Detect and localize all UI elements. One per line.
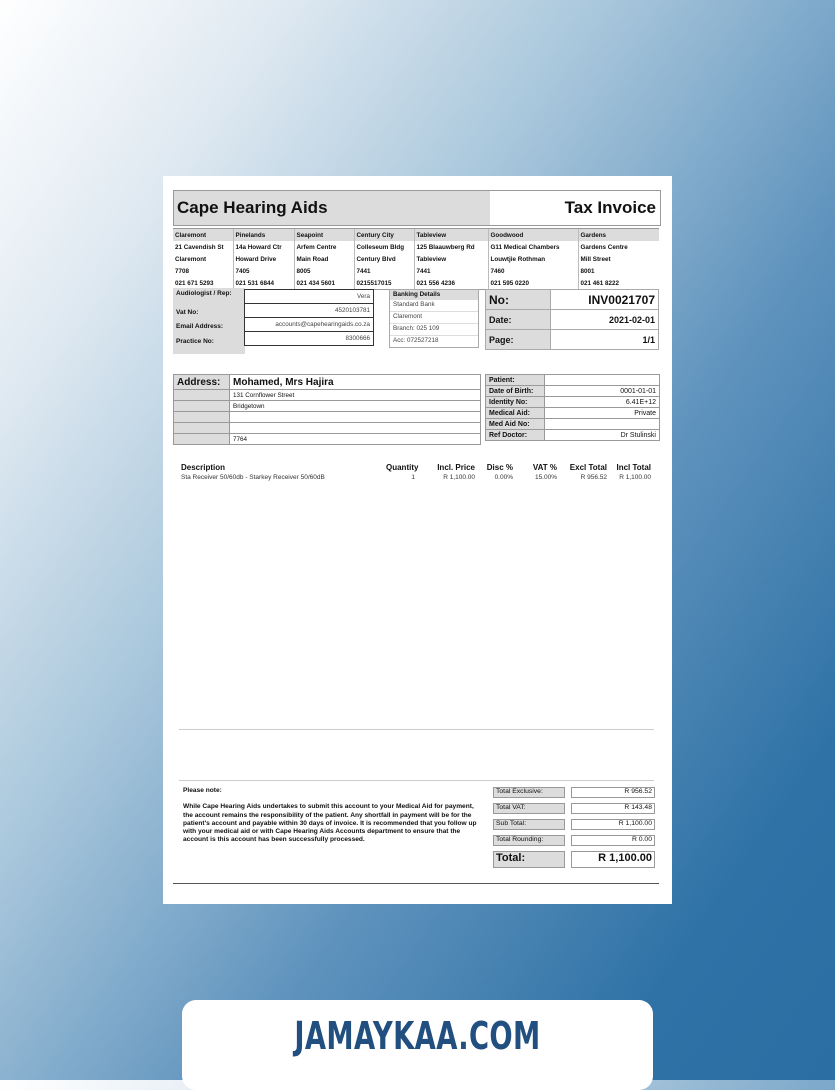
item-quantity: 1 — [411, 474, 415, 481]
bank-branch-name: Claremont — [390, 311, 478, 323]
branch-name: Pinelands — [233, 229, 294, 242]
invoice-date: 2021-02-01 — [551, 310, 659, 330]
company-name: Cape Hearing Aids — [174, 191, 490, 225]
branch-name: Seapoint — [294, 229, 354, 242]
payment-note — [183, 787, 483, 845]
branch-code: 7441 — [414, 265, 488, 277]
identity-label: Identity No: — [486, 397, 545, 408]
branch-address: 125 Blaauwberg Rd — [414, 241, 488, 253]
postal-code: 7764 — [230, 434, 481, 445]
total-rounding-row — [493, 835, 657, 851]
total-exclusive-label: Total Exclusive: — [493, 787, 565, 798]
branch-name: Claremont — [173, 229, 233, 242]
bank-account: Acc: 072527218 — [390, 335, 478, 347]
branch-name: Gardens — [578, 229, 659, 242]
page-label: Page: — [486, 330, 551, 350]
branch-address: 21 Cavendish St — [175, 243, 224, 251]
address-line: 131 Cornflower Street — [230, 390, 481, 401]
document-title: Tax Invoice — [564, 198, 656, 217]
totals-panel — [493, 787, 657, 867]
col-incl-total: Incl Total — [616, 463, 651, 472]
branch-address: Arfem Centre — [294, 241, 354, 253]
audiologist-label: Audiologist / Rep: — [176, 290, 232, 297]
branch-code: 7708 — [175, 267, 190, 275]
branch-phone: 021 671 5293 — [173, 277, 233, 290]
branch-address: Louwtjie Rothman — [488, 253, 578, 265]
bank-name: Standard Bank — [390, 299, 478, 311]
bank-branch-code: Branch: 025 109 — [390, 323, 478, 335]
total-vat-label: Total VAT: — [493, 803, 565, 814]
banking-title: Banking Details — [390, 290, 478, 299]
practice-values — [244, 289, 374, 346]
practice-labels — [173, 288, 245, 354]
practice-no-label: Practice No: — [176, 338, 214, 345]
item-incl-price: R 1,100.00 — [443, 474, 475, 481]
line-items-table — [179, 462, 653, 482]
sub-total-label: Sub Total: — [493, 819, 565, 830]
total-exclusive-row — [493, 787, 657, 803]
med-aid-no-value — [545, 419, 660, 430]
patient-label: Patient: — [486, 375, 545, 386]
branch-address: Main Road — [294, 253, 354, 265]
ref-doctor-value: Dr Stulinski — [545, 430, 660, 441]
grand-total-label: Total: — [493, 851, 565, 868]
branch-address: G11 Medical Chambers — [488, 241, 578, 253]
branch-address: 14a Howard Ctr — [233, 241, 294, 253]
total-rounding-label: Total Rounding: — [493, 835, 565, 846]
dob-value: 0001-01-01 — [545, 386, 660, 397]
branch-code: 8005 — [294, 265, 354, 277]
branch-name: Tableview — [414, 229, 488, 242]
item-vat: 15.00% — [534, 474, 557, 481]
invoice-date-label: Date: — [486, 310, 551, 330]
total-rounding-value: R 0.00 — [571, 835, 655, 846]
branch-address: Tableview — [414, 253, 488, 265]
customer-name: Mohamed, Mrs Hajira — [230, 375, 481, 390]
ref-doctor-label: Ref Doctor: — [486, 430, 545, 441]
address-line — [230, 412, 481, 423]
branch-phone: 021 434 5601 — [294, 277, 354, 290]
grand-total-row — [493, 851, 657, 867]
address-label: Address: — [174, 375, 230, 390]
branch-code: 7460 — [488, 265, 578, 277]
col-incl-price: Incl. Price — [437, 463, 475, 472]
branch-phone: 021 531 6844 — [233, 277, 294, 290]
item-description: Sta Receiver 50/60db - Starkey Receiver 50/60dB — [181, 474, 325, 481]
branch-code: 8001 — [578, 265, 659, 277]
col-disc: Disc % — [486, 463, 513, 472]
practice-number: 8300666 — [245, 332, 374, 346]
sub-total-value: R 1,100.00 — [571, 819, 655, 830]
branch-address: Howard Drive — [233, 253, 294, 265]
branch-address: Century Blvd — [354, 253, 414, 265]
total-exclusive-value: R 956.52 — [571, 787, 655, 798]
invoice-header — [173, 190, 661, 226]
col-excl-total: Excl Total — [569, 463, 607, 472]
page-number: 1/1 — [551, 330, 659, 350]
branch-phone: 021 556 4236 — [414, 277, 488, 290]
patient-details — [485, 374, 660, 441]
divider — [173, 883, 659, 884]
identity-value: 6.41E+12 — [545, 397, 660, 408]
branch-table — [173, 228, 659, 290]
item-excl-total: R 956.52 — [580, 474, 607, 481]
address-line: Bridgetown — [230, 401, 481, 412]
total-vat-row — [493, 803, 657, 819]
sub-total-row — [493, 819, 657, 835]
branch-address: Gardens Centre — [578, 241, 659, 253]
note-body: While Cape Hearing Aids undertakes to submit this account to your Medical Aid for payment, the account remains the responsibility of the patient. Any shortfall in payment will be for the patient's account and payable within 30 days of invoice. It is recommended that you follow up with your medical aid or with Cape Hearing Aids Accounts department to ensure that the account is this account has been successfully processed. — [183, 803, 477, 844]
item-incl-total: R 1,100.00 — [619, 474, 651, 481]
invoice-no-label: No: — [486, 290, 551, 310]
branch-phone: 021 461 8222 — [578, 277, 659, 290]
item-disc: 0.00% — [494, 474, 513, 481]
table-row — [179, 473, 653, 482]
email-address: accounts@capehearingaids.co.za — [245, 318, 374, 332]
divider — [179, 729, 654, 730]
branch-phone: 0215517015 — [354, 277, 414, 290]
col-quantity: Quantity — [386, 463, 419, 472]
col-vat: VAT % — [532, 463, 557, 472]
medical-aid-label: Medical Aid: — [486, 408, 545, 419]
billing-address — [173, 374, 481, 445]
audiologist-value: Vera — [245, 290, 374, 304]
medical-aid-value: Private — [545, 408, 660, 419]
invoice-page — [163, 176, 672, 904]
vat-label: Vat No: — [176, 309, 199, 316]
grand-total-value: R 1,100.00 — [571, 851, 655, 868]
branch-phone: 021 595 0220 — [488, 277, 578, 290]
total-vat-value: R 143.48 — [571, 803, 655, 814]
divider — [179, 780, 654, 781]
vat-number: 4520103781 — [245, 304, 374, 318]
med-aid-no-label: Med Aid No: — [486, 419, 545, 430]
watermark-banner — [182, 1000, 653, 1090]
banking-details — [389, 289, 479, 348]
dob-label: Date of Birth: — [486, 386, 545, 397]
patient-value — [545, 375, 660, 386]
address-line — [230, 423, 481, 434]
col-description: Description — [181, 463, 226, 472]
email-label: Email Address: — [176, 323, 224, 330]
branch-name: Century City — [354, 229, 414, 242]
line-items-header — [179, 462, 653, 473]
branch-code: 7441 — [354, 265, 414, 277]
invoice-number: INV0021707 — [551, 290, 659, 310]
branch-address: Claremont — [175, 255, 207, 263]
invoice-meta — [485, 289, 659, 350]
branch-name: Goodwood — [488, 229, 578, 242]
watermark-text: JAMAYKAA.COM — [294, 1014, 541, 1058]
branch-address: Colleseum Bldg — [354, 241, 414, 253]
branch-code: 7405 — [233, 265, 294, 277]
branch-address: Mill Street — [578, 253, 659, 265]
note-title: Please note: — [183, 787, 222, 794]
